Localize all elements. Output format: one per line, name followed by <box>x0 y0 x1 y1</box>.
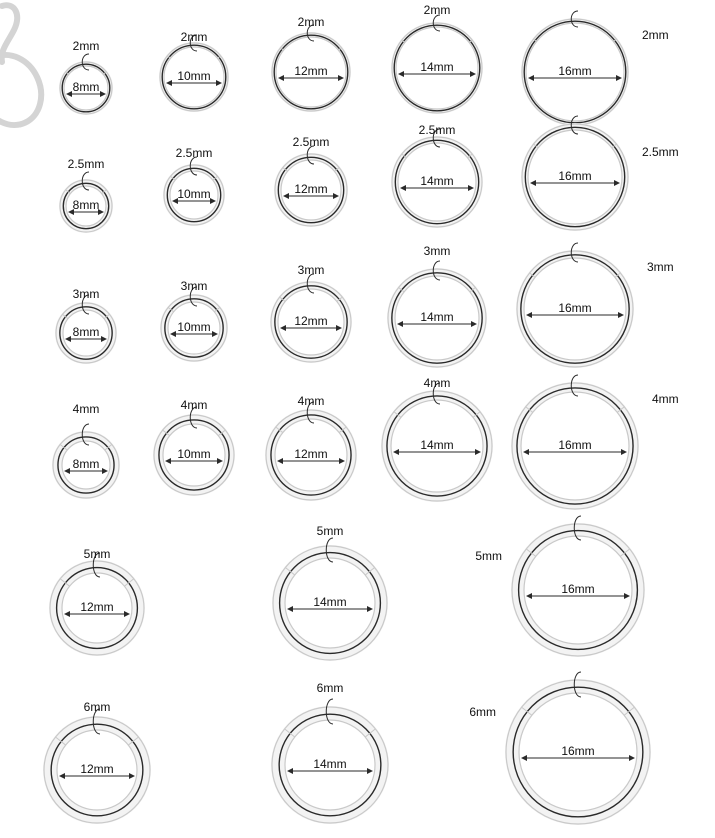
ring-item <box>273 524 387 660</box>
thickness-label: 5mm <box>316 524 344 538</box>
diameter-label: 12mm <box>294 64 328 78</box>
diameter-label: 14mm <box>420 310 454 324</box>
ring-item <box>161 279 227 361</box>
ring-item <box>271 263 351 362</box>
thickness-label: 2.5mm <box>418 123 456 137</box>
ring-item <box>164 146 224 225</box>
thickness-label: 3mm <box>72 287 100 301</box>
diameter-label: 14mm <box>420 438 454 452</box>
diameter-label: 8mm <box>72 80 100 94</box>
thickness-label: 4mm <box>423 376 451 390</box>
diameter-label: 14mm <box>420 174 454 188</box>
ring-item <box>475 516 644 656</box>
ring-item <box>160 30 228 111</box>
diameter-label: 12mm <box>80 600 114 614</box>
thickness-label: 2mm <box>297 15 325 29</box>
diameter-label: 16mm <box>558 301 592 315</box>
diameter-label: 10mm <box>177 187 211 201</box>
ring-item <box>522 11 669 125</box>
diameter-label: 16mm <box>558 169 592 183</box>
diameter-label: 10mm <box>177 69 211 83</box>
diameter-label: 8mm <box>72 457 100 471</box>
diameter-label: 16mm <box>558 438 592 452</box>
diameter-label: 14mm <box>313 757 347 771</box>
ring-item <box>56 287 116 363</box>
ring-item <box>60 39 112 114</box>
thickness-label: 5mm <box>475 549 502 563</box>
thickness-label: 4mm <box>72 402 100 416</box>
thickness-label: 3mm <box>423 244 451 258</box>
diameter-label: 16mm <box>558 64 592 78</box>
ring-item <box>392 123 482 227</box>
ring-item <box>512 375 679 509</box>
diameter-label: 12mm <box>294 447 328 461</box>
thickness-label: 6mm <box>316 681 344 695</box>
diameter-label: 12mm <box>294 314 328 328</box>
diameter-label: 8mm <box>72 198 100 212</box>
ring-item <box>44 700 150 823</box>
diameter-label: 10mm <box>177 447 211 461</box>
ring-item <box>392 3 482 113</box>
ring-item <box>154 398 234 495</box>
thickness-label: 2.5mm <box>67 157 105 171</box>
thickness-label: 5mm <box>83 547 111 561</box>
diameter-label: 16mm <box>561 582 595 596</box>
diameter-label: 14mm <box>420 60 454 74</box>
ring-item <box>522 116 679 230</box>
ring-item <box>53 402 119 498</box>
thickness-label: 2.5mm <box>292 135 330 149</box>
ring-item <box>469 672 650 824</box>
ring-item <box>272 15 350 111</box>
diameter-label: 14mm <box>313 595 347 609</box>
ring-item <box>388 244 486 367</box>
thickness-label: 2.5mm <box>642 145 679 159</box>
diameter-label: 10mm <box>177 320 211 334</box>
thickness-label: 2mm <box>72 39 100 53</box>
watermark-logo <box>0 5 52 135</box>
ring-item <box>275 135 347 226</box>
diameter-label: 12mm <box>294 182 328 196</box>
thickness-label: 6mm <box>469 705 496 719</box>
thickness-label: 2mm <box>423 3 451 17</box>
ring-item <box>50 547 144 655</box>
thickness-label: 2mm <box>642 28 669 42</box>
thickness-label: 4mm <box>297 394 325 408</box>
ring-item <box>60 157 112 232</box>
thickness-label: 6mm <box>83 700 111 714</box>
thickness-label: 2.5mm <box>175 146 213 160</box>
ring-item <box>272 681 388 823</box>
thickness-label: 4mm <box>652 392 679 406</box>
diameter-label: 16mm <box>561 744 595 758</box>
thickness-label: 3mm <box>180 279 208 293</box>
ring-item <box>382 376 492 501</box>
thickness-label: 2mm <box>180 30 208 44</box>
diameter-label: 8mm <box>72 325 100 339</box>
diameter-label: 12mm <box>80 762 114 776</box>
ring-item <box>266 394 356 500</box>
thickness-label: 4mm <box>180 398 208 412</box>
thickness-label: 3mm <box>647 260 674 274</box>
ring-item <box>517 243 674 367</box>
thickness-label: 3mm <box>297 263 325 277</box>
